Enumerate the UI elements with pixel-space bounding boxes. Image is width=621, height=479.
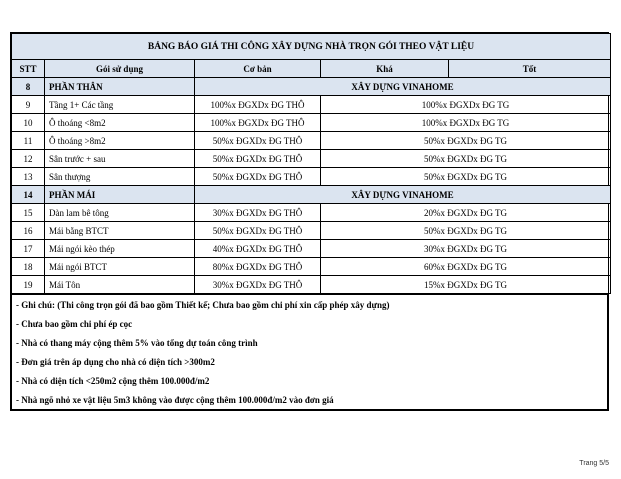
row-package: Tầng 1+ Các tầng [45, 96, 195, 114]
table-title: BẢNG BÁO GIÁ THI CÔNG XÂY DỰNG NHÀ TRỌN GÓI THEO VẬT LIỆU [12, 34, 611, 60]
row-stt: 10 [12, 114, 45, 132]
row-stt: 18 [12, 258, 45, 276]
row-stt: 16 [12, 222, 45, 240]
section-caption: XÂY DỰNG VINAHOME [195, 78, 611, 96]
section-row-mai [12, 186, 611, 204]
note-text: - Nhà ngõ nhỏ xe vật liệu 5m3 không vào được cộng thêm 100.000đ/m2 vào đơn giá [12, 390, 608, 410]
note-row [12, 314, 608, 333]
table-row [12, 222, 611, 240]
row-good: 30%x ĐGXDx ĐG TG [321, 240, 611, 258]
table-row [12, 204, 611, 222]
table-row [12, 150, 611, 168]
note-row [12, 333, 608, 352]
note-text: - Chưa bao gồm chi phí ép cọc [12, 314, 608, 333]
row-package: Sân thượng [45, 168, 195, 186]
row-basic: 50%x ĐGXDx ĐG THÔ [195, 132, 321, 150]
section-name: PHẦN MÁI [45, 186, 195, 204]
table-row [12, 240, 611, 258]
table-row [12, 258, 611, 276]
row-package: Dàn lam bê tông [45, 204, 195, 222]
header-basic: Cơ bản [195, 60, 321, 78]
note-text: - Nhà có diện tích <250m2 cộng thêm 100.000đ/m2 [12, 371, 608, 390]
section-stt: 14 [12, 186, 45, 204]
row-basic: 50%x ĐGXDx ĐG THÔ [195, 168, 321, 186]
row-good: 50%x ĐGXDx ĐG TG [321, 168, 611, 186]
header-stt: STT [12, 60, 45, 78]
note-row [12, 295, 608, 315]
row-stt: 13 [12, 168, 45, 186]
note-row [12, 352, 608, 371]
row-stt: 11 [12, 132, 45, 150]
row-good: 100%x ĐGXDx ĐG TG [321, 114, 611, 132]
table-title-row [12, 34, 611, 60]
row-stt: 17 [12, 240, 45, 258]
row-package: Mái ngói kèo thép [45, 240, 195, 258]
row-good: 100%x ĐGXDx ĐG TG [321, 96, 611, 114]
row-package: Mái ngói BTCT [45, 258, 195, 276]
row-good: 50%x ĐGXDx ĐG TG [321, 222, 611, 240]
row-basic: 80%x ĐGXDx ĐG THÔ [195, 258, 321, 276]
row-good: 50%x ĐGXDx ĐG TG [321, 150, 611, 168]
note-text: - Đơn giá trên áp dụng cho nhà có diện tích >300m2 [12, 352, 608, 371]
header-row [12, 60, 611, 78]
notes-table [11, 294, 608, 410]
header-good: Tốt [449, 60, 611, 78]
table-row [12, 132, 611, 150]
row-good: 15%x ĐGXDx ĐG TG [321, 276, 611, 294]
table-row [12, 168, 611, 186]
note-row [12, 390, 608, 410]
page-number: Trang 5/5 [579, 460, 609, 467]
section-name: PHẦN THÂN [45, 78, 195, 96]
row-stt: 19 [12, 276, 45, 294]
section-caption: XÂY DỰNG VINAHOME [195, 186, 611, 204]
row-stt: 12 [12, 150, 45, 168]
row-stt: 15 [12, 204, 45, 222]
row-basic: 100%x ĐGXDx ĐG THÔ [195, 114, 321, 132]
table-row [12, 114, 611, 132]
price-table [11, 33, 611, 294]
row-basic: 50%x ĐGXDx ĐG THÔ [195, 222, 321, 240]
section-row-than [12, 78, 611, 96]
row-basic: 30%x ĐGXDx ĐG THÔ [195, 276, 321, 294]
row-basic: 40%x ĐGXDx ĐG THÔ [195, 240, 321, 258]
note-row [12, 371, 608, 390]
row-stt: 9 [12, 96, 45, 114]
row-basic: 30%x ĐGXDx ĐG THÔ [195, 204, 321, 222]
row-package: Mái Tôn [45, 276, 195, 294]
note-text: - Ghi chú: (Thi công trọn gói đã bao gồm Thiết kế; Chưa bao gồm chi phí xin cấp phép xây dựng) [12, 295, 608, 315]
row-basic: 100%x ĐGXDx ĐG THÔ [195, 96, 321, 114]
price-table-sheet [10, 32, 609, 411]
row-good: 60%x ĐGXDx ĐG TG [321, 258, 611, 276]
row-good: 50%x ĐGXDx ĐG TG [321, 132, 611, 150]
row-package: Sân trước + sau [45, 150, 195, 168]
header-fair: Khá [321, 60, 449, 78]
row-good: 20%x ĐGXDx ĐG TG [321, 204, 611, 222]
row-package: Mái bằng BTCT [45, 222, 195, 240]
row-package: Ô thoáng >8m2 [45, 132, 195, 150]
table-row [12, 276, 611, 294]
row-basic: 50%x ĐGXDx ĐG THÔ [195, 150, 321, 168]
note-text: - Nhà có thang máy cộng thêm 5% vào tổng dự toán công trình [12, 333, 608, 352]
table-row [12, 96, 611, 114]
header-package: Gói sử dụng [45, 60, 195, 78]
row-package: Ô thoáng <8m2 [45, 114, 195, 132]
section-stt: 8 [12, 78, 45, 96]
